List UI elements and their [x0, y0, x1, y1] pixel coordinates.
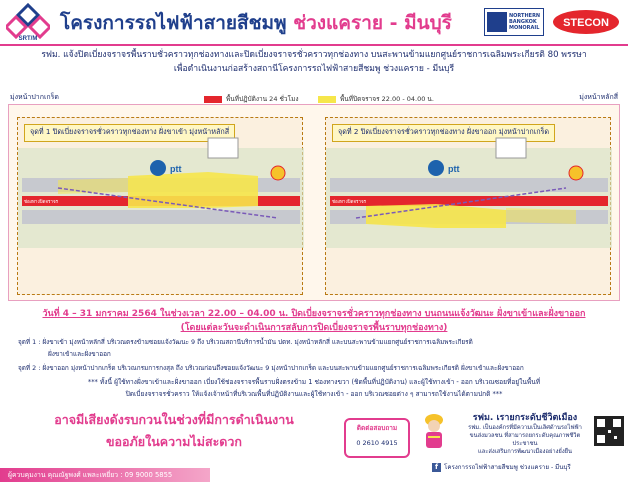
legend-swatch-red: [204, 96, 222, 103]
mrta-slogan: [460, 410, 590, 456]
notice-headline: วันที่ 4 – 31 มกราคม 2564 ในช่วงเวลา 22.00 – 04.00 น. ปิดเบี่ยงจราจรชั่วคราวทุกช่องทาง บนถนนแจ้งวัฒนะ ฝั่งขาเข้าและฝั่งขาออก: [42, 309, 586, 319]
nbm-logo: [484, 8, 544, 36]
apology-line-1: อาจมีเสียงดังรบกวนในช่วงที่มีการดำเนินงาน: [54, 412, 294, 427]
svg-text:ptt: ptt: [170, 164, 182, 174]
ptt-icon: [428, 160, 444, 176]
title-route: ช่วงแคราย - มีนบุรี: [293, 12, 452, 34]
stecon-logo: [552, 8, 620, 36]
svg-text:SRT/M: SRT/M: [18, 36, 38, 41]
panel-1-diagram: [18, 118, 304, 296]
intro-text: [0, 48, 628, 76]
worker-icon: [418, 412, 450, 452]
point-1-text: จุดที่ 1 : ฝั่งขาเข้า มุ่งหน้าหลักสี่ บริเวณตรงข้ามซอยแจ้งวัฒนะ 9 ถึง บริเวณสถานีบริการน้ำมัน ปตท. มุ่งหน้าหลักสี่ และบนสะพานข้ามแยกศูนย์ราชการเฉลิมพระเกียรติ: [18, 338, 473, 346]
legend-item-work-area: พื้นที่ปฏิบัติงาน 24 ชั่วโมง: [204, 94, 299, 104]
footer-contact: ผู้ควบคุมงาน คุณณัฐพงศ์ แพละเหยี่ยว : 09 9000 5855: [8, 471, 173, 479]
facebook-icon: f: [432, 463, 441, 472]
intro-line-1: รฟม. แจ้งปิดเบี่ยงจราจรพื้นราบชั่วคราวทุกช่องทางและปิดเบี่ยงจราจรชั่วคราวทุกช่องทาง บนสะพานข้ามแยกศูนย์ราชการเฉลิมพระเกียรติ 80 พรรษา: [41, 50, 587, 60]
nbm-logo-text: NORTHERN BANGKOK MONORAIL: [509, 13, 541, 31]
nbm-logo-mark: [487, 12, 507, 32]
slogan-title: รฟม. เรายกระดับชีวิตเมือง: [472, 413, 578, 423]
qr-code: [594, 416, 624, 446]
svg-text:ช่องทางปิดจราจร: ช่องทางปิดจราจร: [332, 200, 367, 205]
point-1-text-cont: ฝั่งขาเข้าและฝั่งขาออก: [48, 350, 111, 358]
intro-line-2: เพื่อดำเนินงานก่อสร้างสถานีโครงการรถไฟฟ้าสายสีชมพู ช่วงแคราย - มีนบุรี: [173, 64, 455, 74]
ptt-icon: [150, 160, 166, 176]
notice-section: [8, 306, 620, 421]
panel-1-title: จุดที่ 1 ปิดเบี่ยงจราจรชั่วคราวทุกช่องทาง ฝั่งขาเข้า มุ่งหน้าหลักสี่: [24, 124, 235, 142]
notice-footnote-1: *** ทั้งนี้ ผู้ใช้ทางฝั่งขาเข้าและฝั่งขาออก เบี่ยงใช้ช่องจราจรพื้นราบฝั่งตรงข้าม 1 ช่องทางขวา (ชิดพื้นที่ปฏิบัติงาน) และผู้ใช้ทางเข้า - ออก บริเวณซอยที่อยู่ในพื้นที่: [87, 378, 541, 386]
svg-text:ช่องทางปิดจราจร: ช่องทางปิดจราจร: [24, 200, 59, 205]
point-2-text: จุดที่ 2 : ฝั่งขาออก มุ่งหน้าปากเกร็ด บริเวณกรมการกงสุล ถึง บริเวณก่อนถึงซอยแจ้งวัฒนะ 9 มุ่งหน้าปากเกร็ด และบนสะพานข้ามแยกศูนย์ราชการเฉลิมพระเกียรติ ฝั่งขาเข้าและฝั่งขาออก: [18, 364, 524, 372]
apology-line-2: ขออภัยในความไม่สะดวก: [106, 434, 242, 449]
footer: [0, 466, 628, 484]
map-panel-point-2: [325, 117, 611, 295]
legend-swatch-yellow: [318, 96, 336, 103]
direction-left-label: มุ่งหน้าปากเกร็ด: [10, 93, 59, 101]
notice-subheadline: (โดยแต่ละวันจะดำเนินการสลับการปิดเบี่ยงจราจรพื้นราบทุกช่องทาง): [180, 323, 448, 333]
slogan-line-3: และส่งเสริมการพัฒนาเมืองอย่างยั่งยืน: [477, 449, 573, 455]
contact-title: ติดต่อสอบถาม: [356, 424, 398, 432]
legend-item-closure: พื้นที่ปิดจราจร 22.00 - 04.00 น.: [318, 94, 434, 104]
facebook-page-name: โครงการรถไฟฟ้าสายสีชมพู ช่วงแคราย - มีนบุรี: [444, 464, 571, 471]
map-panel-point-1: [17, 117, 303, 295]
header-banner: [0, 0, 628, 46]
contact-phone: 0 2610 4915: [356, 439, 398, 447]
contact-box: [344, 418, 410, 458]
panel-2-diagram: [326, 118, 612, 296]
direction-right-label: มุ่งหน้าหลักสี่: [579, 93, 618, 101]
svg-text:ptt: ptt: [448, 164, 460, 174]
notice-footnote-2: ปิดเบี่ยงจราจรชั่วคราว ให้แจ้งเจ้าหน้าที่บริเวณพื้นที่ปฏิบัติงานและผู้ใช้ทางเข้า - ออก บริเวณซอยต่าง ๆ สามารถใช้งานได้ตามปกติ ***: [125, 390, 503, 398]
srt-logo: [6, 3, 50, 41]
slogan-line-2: ขนส่งมวลชน ที่สามารถยกระดับคุณภาพชีวิตประชาชน: [469, 433, 581, 447]
panel-2-title: จุดที่ 2 ปิดเบี่ยงจราจรชั่วคราวทุกช่องทาง ฝั่งขาออก มุ่งหน้าปากเกร็ด: [332, 124, 555, 142]
slogan-line-1: รฟม. เป็นองค์กรที่มีความเป็นเลิศด้านรถไฟฟ้า: [468, 425, 582, 431]
title-project: โครงการรถไฟฟ้าสายสีชมพู: [60, 12, 287, 34]
closure-map: [8, 104, 620, 301]
page-title: [60, 8, 480, 36]
svg-text:STECON: STECON: [563, 17, 609, 29]
